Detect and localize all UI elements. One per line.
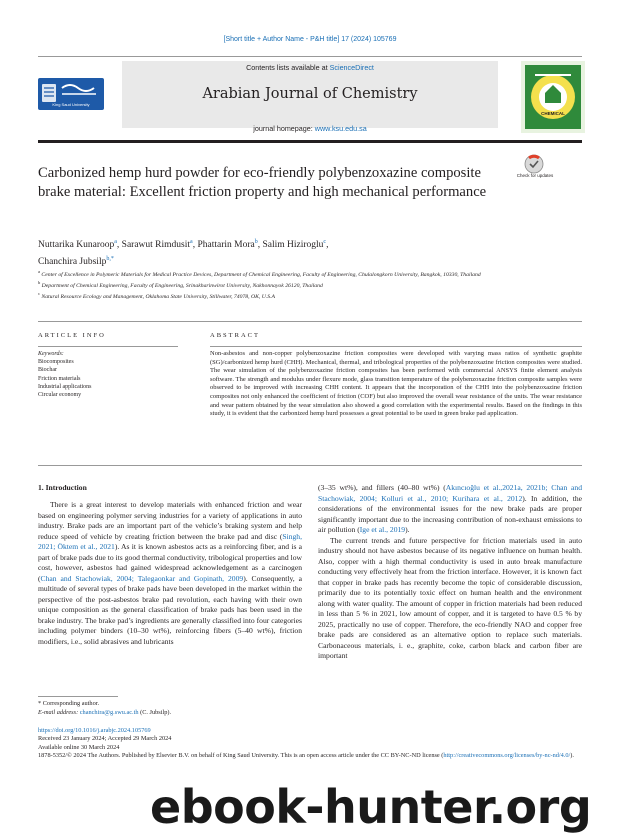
paragraph: The current trends and future perspective for friction materials used in auto industry should not have asbestos because of its negative influence on human health. Also, copper with a high thermal conductivity is used in auto break manufacture conducting very effectively heat from the friction interface. However, it is known fact that copper in brake pads has recently become the topic of considerable discussion, primarily due to its potentially toxic effect on human health and the environment along with water quality. The amount of copper in friction materials had been reduced in less than 5 % in 2021, low amount of copper, and it is targeted to have 0.5 % by 2025, practically no use of copper. Therefore, the eco-friendly NAO and copper free brake pads are considered as an alternative option to replace such materials. Carbonaceous materials, i. e., graphite, coke, carbon black and carbon fiber are important: [318, 535, 582, 660]
keywords-block: [38, 350, 188, 399]
author-list: Nuttarika Kunaroop$^a$, Sarawut Rimdusit$^a$, Phattarin Mora$^b$, Salim Hiziroglu$^c$, Chanchira Jubsilp$^{b,*}$: [38, 239, 329, 268]
section-rule: [38, 321, 582, 322]
available-online: Available online 30 March 2024: [38, 743, 120, 751]
top-rule: [38, 56, 582, 57]
watermark: ebook-hunter.org: [150, 780, 592, 834]
article-info-label: ARTICLE INFO: [38, 332, 106, 339]
homepage-link[interactable]: www.ksu.edu.sa: [314, 124, 367, 133]
citation-link[interactable]: Chan and Stachowiak, 2004; Talegaonkar and Gopinath, 2009: [40, 573, 244, 583]
email-link[interactable]: chanchira@g.swu.ac.th: [79, 709, 139, 716]
author-sup[interactable]: b: [254, 239, 258, 245]
email-line: E-mail address: chanchira@g.swu.ac.th (C. Jubsilp).: [38, 709, 172, 716]
author-name[interactable]: Sarawut Rimdusit: [121, 240, 191, 251]
check-for-updates-badge[interactable]: [520, 154, 548, 186]
keyword: Friction materials: [38, 375, 81, 382]
abstract-text: Non-asbestos and non-copper polybenzoxazine friction composites were developed with varying mass ratios of synthetic graphite (SG)/carbonized hemp hurd (CHH). Mechanical, thermal, and tribological properties of the polybenzoxazine friction composites were studied. The wear simulation of the polybenzoxazine friction composites has been performed with commercial ANSYS finite element analysis software. The strength and modulus under flexure mode, glass transition temperature of the polybenzoxazine friction composite samples were observed to be improved with increasing CHH content. It appears that the incorporation of the CHH into the polybenzoxazine friction composites not only enhanced the coefficient of friction (COF) but also improved the overall wear resistance of the units. The wear resistance and wear pattern obtained by the wear simulation also showed a good correlation with the experimental results. Based on the findings in this study, it is evident that the carbonized hemp hurd possesses a great potential to be used in green brake pad application.: [210, 350, 582, 418]
affiliation: $^c$ Natural Resource Ecology and Management, Oklahoma State University, Stillwater, 74078, OK, U.S.A: [38, 291, 275, 301]
abstract-rule: [210, 346, 582, 347]
keywords-label: Keywords:: [38, 351, 64, 357]
article-metadata: [38, 727, 582, 760]
abstract-bottom-rule: [38, 465, 582, 466]
homepage-line: [122, 124, 498, 133]
journal-cover-icon: [521, 61, 585, 133]
keyword: Biochar: [38, 367, 57, 374]
footnote-rule: [38, 696, 118, 697]
keyword: Industrial applications: [38, 383, 92, 390]
running-head[interactable]: [Short title + Author Name - P&H title] 17 (2024) 105769: [223, 36, 397, 43]
corresponding-author: * Corresponding author.: [38, 700, 100, 707]
ksu-logo: [38, 78, 104, 110]
author-sup[interactable]: b,*: [106, 256, 114, 263]
journal-title: Arabian Journal of Chemistry: [202, 86, 418, 102]
author-name[interactable]: Chanchira Jubsilp: [38, 257, 107, 268]
author-sup[interactable]: a: [114, 239, 117, 245]
license-link[interactable]: http://creativecommons.org/licenses/by-nc-nd/4.0/: [443, 751, 571, 759]
homepage-prefix: journal homepage:: [253, 124, 315, 133]
received-dates: Received 23 January 2024; Accepted 29 March 2024: [38, 735, 172, 743]
author-name[interactable]: Salim Hiziroglu: [262, 240, 324, 251]
section-heading: 1. Introduction: [38, 483, 87, 492]
header-thick-rule: [38, 140, 582, 143]
affiliation: $^a$ Center of Excellence in Polymeric Materials for Medical Practice Devices, Department of Chemical Engineering, Faculty of Engineering, Chulalongkorn University, Bangkok, 10330, Thailand: [38, 269, 481, 278]
citation-link[interactable]: Ige et al., 2019: [359, 525, 406, 534]
paragraph: There is a great interest to develop materials with enhanced friction and wear based on engineering polymer serving industries for a variety of applications in auto industry. Brake pads are an important part of the vehicle’s braking system and help reduce speed of vehicle by creating friction between the brake pad and disc (Singh, 2021; Öktem et al., 2021). As it is known asbestos acts as a reinforcing fiber, and is a part of brake pads due to its good thermal conductivity, tribological properties and low cost, however, asbestos had gained widespread acknowledgement as a carcinogen (Chan and Stachowiak, 2004; Talegaonkar and Gopinath, 2009). Consequently, a multitude of several types of brake pads have been developed in the market within the perspective of the post-asbestos brake pad revolution, each having with their own unique composition as the general classification of brake pads has been used in the brake industry. The brake pad’s ingredients are generally classified into four categories including polymer binders (10–30 wt%), reinforcing fibers (5–40 wt%), friction modifiers, i.e., solid abrasives and lubricants: [38, 500, 302, 646]
abstract-label: ABSTRACT: [210, 332, 260, 339]
author-sup[interactable]: a: [190, 239, 193, 245]
doi-link[interactable]: https://doi.org/10.1016/j.arabjc.2024.105769: [38, 727, 151, 734]
affiliations: [38, 268, 582, 301]
author-name[interactable]: Phattarin Mora: [197, 240, 255, 251]
check-for-updates-label: Check for updates: [516, 173, 554, 178]
contents-prefix: Contents lists available at: [246, 63, 330, 72]
keyword: Circular economy: [38, 392, 82, 399]
ksu-logo-caption: King Saud University: [52, 102, 90, 107]
intro-left-column: [38, 500, 302, 647]
author-sup[interactable]: c: [323, 239, 327, 245]
intro-right-column: [318, 483, 582, 662]
author-name[interactable]: Nuttarika Kunaroop: [38, 240, 115, 251]
journal-cover-caption: CHEMICAL: [541, 111, 565, 116]
article-title: Carbonized hemp hurd powder for eco-friendly polybenzoxazine composite brake material: Excellent friction property and high mechanical performance: [38, 165, 487, 200]
footnote: [38, 699, 338, 717]
paragraph: (3–35 wt%), and fillers (40–80 wt%) (Akıncıoğlu et al.,2021a, 2021b; Chan and Stachowiak, 2004; Kolluri et al., 2010; Kurihara et al., 2012). In addition, the considerations of the environmental issues for the new brake pads are proper significantly important due to the increasing contribution of non-exhaust emissions to air pollution (Ige et al., 2019).: [318, 483, 583, 534]
citation-link[interactable]: Akıncıoğlu et al.,2021a, 2021b; Chan and Stachowiak, 2004; Kolluri et al., 2010; Kurihara et al., 2012: [318, 483, 583, 503]
sciencedirect-link[interactable]: ScienceDirect: [329, 63, 374, 72]
article-info-rule: [38, 346, 178, 347]
affiliation: $^b$ Department of Chemical Engineering, Faculty of Engineering, Srinakharinwirot University, Nakhonnayok 26120, Thailand: [38, 280, 323, 289]
citation-link[interactable]: Singh, 2021; Öktem et al., 2021: [38, 531, 302, 551]
license-text: 1878-5352/© 2024 The Authors. Published by Elsevier B.V. on behalf of King Saud University. This is an open access article under the CC BY-NC-ND license (http://creativecommons.org/licenses/by-nc-nd/4.0/).: [38, 751, 574, 759]
check-updates-icon: [520, 154, 548, 174]
journal-cover-logo: [521, 61, 585, 133]
keyword: Biocomposites: [38, 359, 74, 366]
contents-line: [122, 63, 498, 72]
